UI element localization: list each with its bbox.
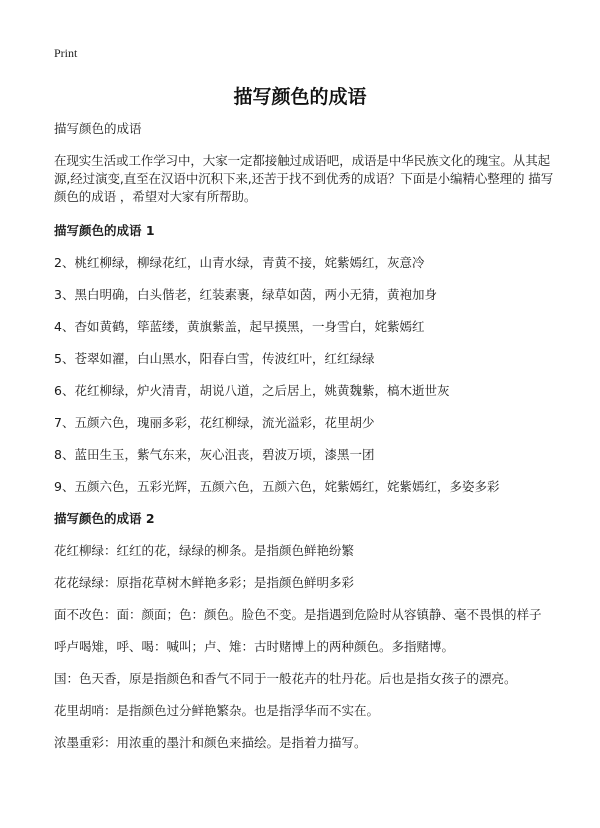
idiom-definition: 花花绿绿：原指花草树木鲜艳多彩；是指颜色鲜明多彩 xyxy=(54,575,355,590)
idiom-definition: 浓墨重彩：用浓重的墨汁和颜色来描绘。是指着力描写。 xyxy=(54,735,367,750)
list-item: 2、桃红柳绿，柳绿花红，山青水绿，青黄不接，姹紫嫣红，灰意冷 xyxy=(54,255,425,270)
intro-paragraph: 在现实生活或工作学习中，大家一定都接触过成语吧，成语是中华民族文化的瑰宝。从其起源,经过演变,直至在汉语中沉积下来,还苦于找不到优秀的成语？下面是小编精心整理的 描写颜色的成语 ，希望对大家有所帮助。 xyxy=(54,153,554,204)
print-link[interactable]: Print xyxy=(54,46,78,60)
list-item: 4、杳如黄鹤，筚蓝缕，黄旗紫盖，起早摸黑，一身雪白，姹紫嫣红 xyxy=(54,319,425,334)
idiom-definition: 国：色天香，原是指颜色和香气不同于一般花卉的牡丹花。后也是指女孩子的漂亮。 xyxy=(54,671,517,686)
list-item: 3、黑白明确，白头偕老，红装素裹，绿草如茵，两小无猜，黄袍加身 xyxy=(54,287,437,302)
idiom-definition: 花红柳绿：红红的花，绿绿的柳条。是指颜色鲜艳纷繁 xyxy=(54,543,355,558)
document-subtitle: 描写颜色的成语 xyxy=(54,121,142,136)
idiom-definition: 面不改色：面：颜面；色：颜色。脸色不变。是指遇到危险时从容镇静、毫不畏惧的样子 xyxy=(54,607,542,622)
list-item: 9、五颜六色，五彩光辉，五颜六色，五颜六色，姹紫嫣红，姹紫嫣红，多姿多彩 xyxy=(54,479,500,494)
idiom-definition: 呼卢喝雉，呼、喝：喊叫；卢、雉：古时赌博上的两种颜色。多指赌博。 xyxy=(54,639,455,654)
idiom-definition: 花里胡哨：是指颜色过分鲜艳繁杂。也是指浮华而不实在。 xyxy=(54,703,380,718)
list-item: 5、苍翠如濯，白山黑水，阳春白雪，传波红叶，红红绿绿 xyxy=(54,351,375,366)
section-2-heading: 描写颜色的成语 2 xyxy=(54,511,155,526)
section-1-heading: 描写颜色的成语 1 xyxy=(54,223,155,238)
document-title: 描写颜色的成语 xyxy=(233,86,367,108)
list-item: 8、蓝田生玉，紫气东来，灰心沮丧，碧波万顷，漆黑一团 xyxy=(54,447,375,462)
list-item: 6、花红柳绿，炉火清青，胡说八道，之后居上，姚黄魏紫，槁木逝世灰 xyxy=(54,383,450,398)
list-item: 7、五颜六色，瑰丽多彩，花红柳绿，流光溢彩，花里胡少 xyxy=(54,415,375,430)
idiom-list xyxy=(54,254,554,496)
document-body xyxy=(54,120,554,766)
